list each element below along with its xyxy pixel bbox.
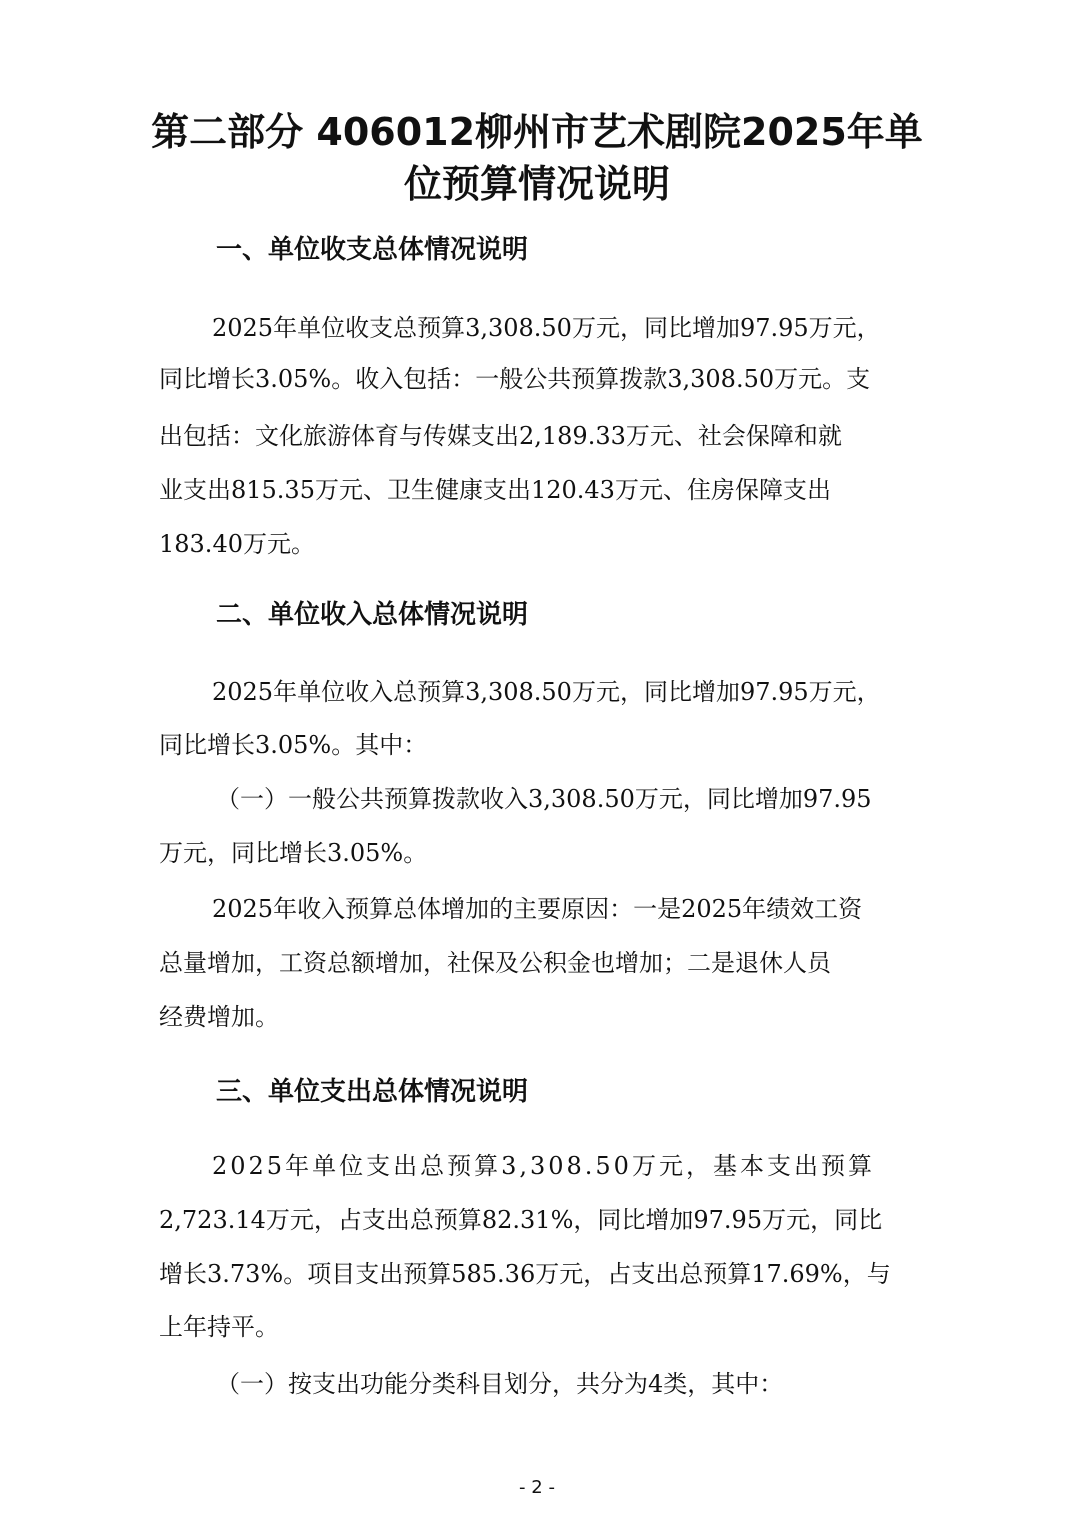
section-2-p3-line-3: 经费增加。 [159, 1003, 279, 1031]
section-2-p3-line-2: 总量增加，工资总额增加，社保及公积金也增加；二是退休人员 [159, 949, 831, 977]
section-1-heading: 一、单位收支总体情况说明 [216, 235, 529, 265]
section-1-line-2: 同比增长3.05%。收入包括：一般公共预算拨款3,308.50万元。支 [159, 365, 871, 393]
section-2-p1-line-2: 同比增长3.05%。其中： [159, 731, 428, 759]
section-3-p1-line-3: 增长3.73%。项目支出预算585.36万元，占支出总预算17.69%，与 [159, 1260, 891, 1288]
title-line-1: 第二部分 406012柳州市艺术剧院2025年单 [151, 110, 923, 154]
page-number: - 2 - [519, 1477, 555, 1498]
section-3-p1-line-1: 2025年单位支出总预算3,308.50万元，基本支出预算 [212, 1152, 875, 1180]
section-3-p2-line-1: （一）按支出功能分类科目划分，共分为4类，其中： [216, 1370, 784, 1398]
document-title [100, 106, 974, 210]
section-2-p2-line-1: （一）一般公共预算拨款收入3,308.50万元，同比增加97.95 [216, 785, 872, 813]
title-line-2: 位预算情况说明 [403, 162, 670, 206]
section-2-heading: 二、单位收入总体情况说明 [216, 600, 529, 630]
section-2-p1-line-1: 2025年单位收入总预算3,308.50万元，同比增加97.95万元， [212, 678, 881, 706]
section-2-p2-line-2: 万元，同比增长3.05%。 [159, 839, 428, 867]
section-3-p1-line-2: 2,723.14万元，占支出总预算82.31%，同比增加97.95万元，同比 [159, 1206, 883, 1234]
section-3-heading: 三、单位支出总体情况说明 [216, 1077, 529, 1107]
section-1-line-5: 183.40万元。 [159, 530, 315, 558]
section-1-line-4: 业支出815.35万元、卫生健康支出120.43万元、住房保障支出 [159, 476, 831, 504]
section-1-line-3: 出包括：文化旅游体育与传媒支出2,189.33万元、社会保障和就 [159, 422, 842, 450]
section-3-p1-line-4: 上年持平。 [159, 1313, 279, 1341]
section-2-p3-line-1: 2025年收入预算总体增加的主要原因：一是2025年绩效工资 [212, 895, 863, 923]
section-1-line-1: 2025年单位收支总预算3,308.50万元，同比增加97.95万元， [212, 314, 881, 342]
